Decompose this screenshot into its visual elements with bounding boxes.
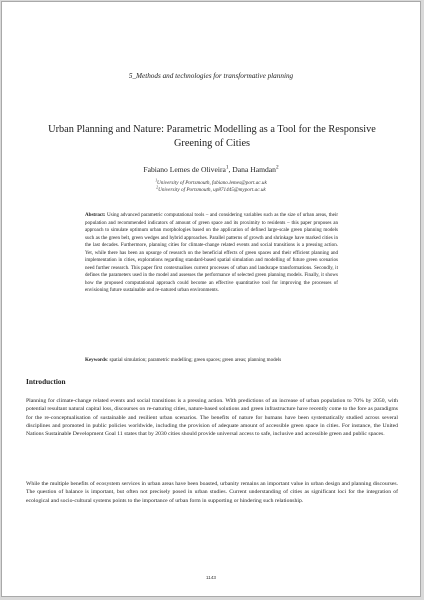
- abstract: [85, 212, 338, 295]
- body-paragraph: While the multiple benefits of ecosystem services in urban areas have been boasted, urbanity remains an important value in urban design and planning discourses. The question of balance is important, but often not precisely posed in urban studies. Current understanding of cities as significant loci for the integration of ecological and socio-cultural systems points to the importance of urban form in supporting or hindering such relationship.: [26, 481, 398, 504]
- affiliation-superscript: 2: [156, 185, 159, 190]
- keywords-text: : spatial simulation; parametric modelling; green spaces; green areas; planning models: [106, 357, 282, 363]
- page-number: 1143: [206, 575, 216, 580]
- author-name: Dana Hamdan: [232, 165, 276, 174]
- document-page: [1, 1, 421, 597]
- affiliation-superscript: 1: [155, 178, 157, 183]
- affiliation-text: University of Portsmouth, up871445@myport.ac.uk: [158, 187, 266, 194]
- section-header: 5_Methods and technologies for transformative planning: [128, 72, 294, 80]
- keywords: [85, 357, 338, 364]
- introduction-heading: Introduction: [26, 377, 66, 386]
- author-superscript: 2: [275, 164, 279, 171]
- abstract-label: Abstract:: [85, 212, 106, 218]
- body-paragraph: Planning for climate-change related events and social transitions is a pressing action. With predictions of an increase of urban population to 70% by 2050, with potential resultant natural capital loss, discourses on re-naturing cities, nature-based solutions and green infrastructure have recently come to the fore as paradigms for the re-conceptualisation of sustainable and resilient urban scenarios. The benefits of nature for humans have been systematically studied across several disciplines and promoted in public policies worldwide, including the provision of adequate amount of accessible green space in cities. For instance, the United Nations Sustainable Development Goal 11 states that by 2030 cities should provide universal access to safe, inclusive and accessible green and public spaces.: [26, 398, 398, 438]
- keywords-label: Keywords: [85, 357, 107, 363]
- author-name: Fabiano Lemes de Oliveira: [143, 165, 226, 174]
- affiliations: [2, 180, 420, 195]
- affiliation-text: University of Portsmouth, fabiano.lemes@port.ac.uk: [157, 180, 267, 186]
- abstract-text: Using advanced parametric computational tools – and considering variables such as the size of urban areas, their population and recommended indicators of amount of green space and its proximity to residents – this paper proposes an approach to simulate optimum urban morphologies based on the application of defined large-scale green planning models such as the green belt, green wedges and hybrid approaches. Parallel patterns of growth and shrinkage have marked cities in the last decades. Furthermore, planning cities for climate-change related events and social transitions is a pressing action. Yet, while there has been an upsurge of research on the beneficial effects of green spaces and their efficient planning and implementation in cities, explorations regarding standard-based spatial simulation and modelling of future green scenarios need further research. This paper first contextualises current processes of urban and landscape transformations. Secondly, it defines the parameters used in the model and assesses the performance of selected green planning models. Finally, it shows how the proposed computational approach could become an effective quantitative tool for improving the processes of envisioning future sustainable and re-natured urban environments.: [85, 212, 339, 293]
- author-superscript: 1: [225, 164, 229, 171]
- paper-title: Urban Planning and Nature: Parametric Modelling as a Tool for the Responsive Greening of Cities: [48, 124, 376, 149]
- author-list: [2, 165, 420, 174]
- author-separator: ,: [228, 165, 233, 174]
- affiliation-line: [2, 187, 420, 194]
